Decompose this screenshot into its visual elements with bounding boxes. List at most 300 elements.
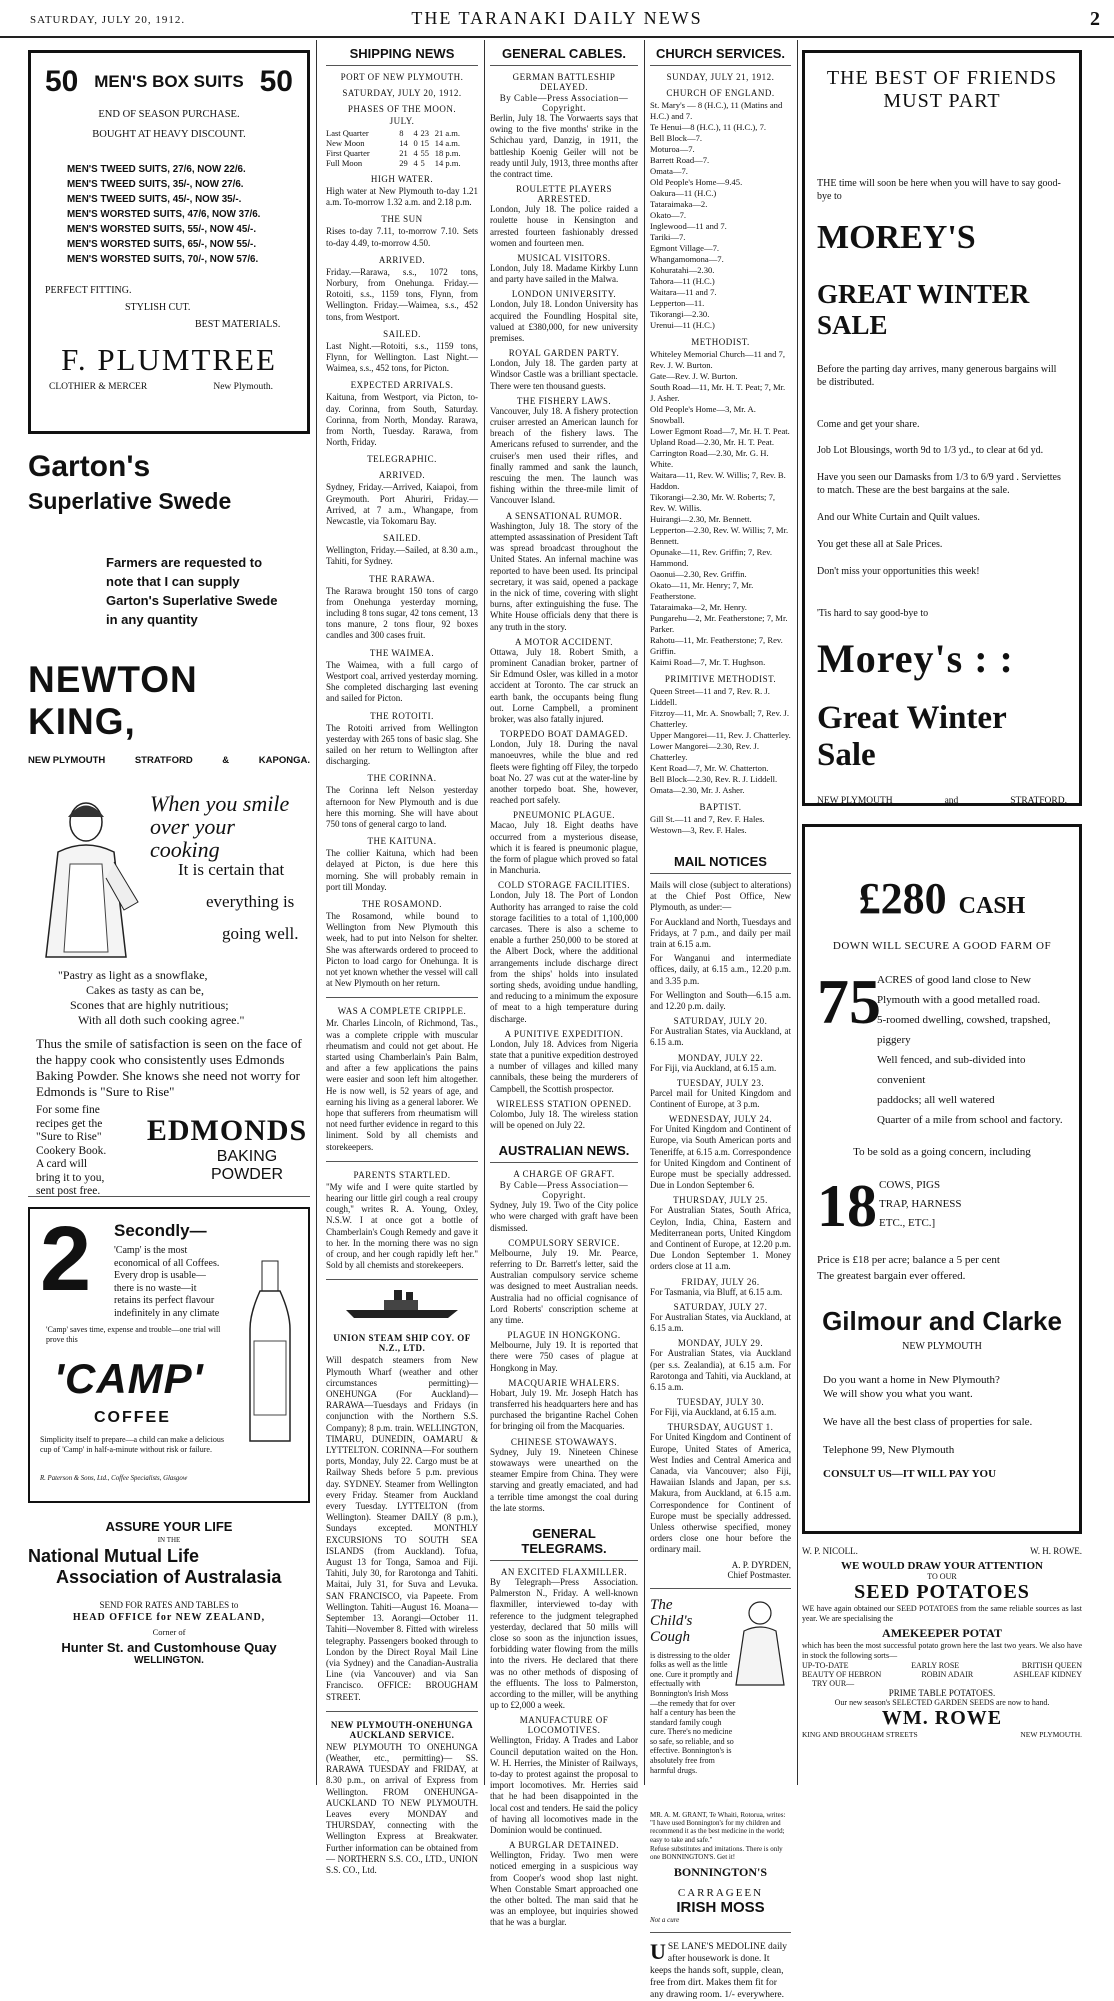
ship-report: The Rotoiti arrived from Wellington yesterday with 265 tons of basic slag. She sailed on her return to Wellington after discharging.: [326, 722, 478, 767]
suit-price-line: MEN'S WORSTED SUITS, 70/-, NOW 57/6.: [67, 254, 259, 265]
postmaster-role: Chief Postmaster.: [727, 1569, 791, 1580]
service-line: Moturoa—7.: [650, 144, 695, 154]
rowe-text: WE have again obtained our SEED POTATOES from the same reliable sources as last year. We are specialising the: [802, 1604, 1082, 1623]
news-item-title: PLAGUE IN HONGKONG.: [507, 1330, 621, 1341]
stock-line: TRAP, HARNESS: [879, 1198, 962, 1210]
column-rule: [644, 40, 645, 1785]
service-line: Egmont Village—7.: [650, 243, 720, 253]
tagline-line: everything is: [206, 892, 295, 911]
service-line: Barrett Road—7.: [650, 155, 710, 165]
service-line: Lower Egmont Road—7, Mr. H. T. Peat.: [650, 426, 790, 436]
plumtree-trade: CLOTHIER & MERCER: [49, 382, 148, 392]
service-line: Okato—7.: [650, 210, 687, 220]
section-title: TELEGRAPHIC.: [367, 454, 437, 465]
drop-cap: U: [650, 1938, 666, 1964]
edmonds-logo: [146, 1114, 308, 1184]
news-item-title: CHINESE STOWAWAYS.: [510, 1436, 618, 1447]
price-per-acre: Price is £18 per acre; balance a 5 per cent: [817, 1254, 1000, 1266]
seed-potatoes-title: SEED POTATOES: [854, 1581, 1030, 1603]
morey-hard: 'Tis hard to say good-bye to: [817, 608, 929, 619]
national-mutual-advert: [28, 1519, 310, 1666]
denomination-title: METHODIST.: [691, 337, 750, 347]
acres-number: 75: [817, 966, 881, 1037]
garton-line: in any quantity: [106, 612, 198, 627]
camp-small: 'Camp' saves time, expense and trouble—one trial will prove this: [46, 1325, 221, 1344]
suit-price-line: MEN'S WORSTED SUITS, 55/-, NOW 45/-.: [67, 224, 257, 235]
chamberlain-item: Mr. Charles Lincoln, of Richmond, Tas., was a complete cripple with muscular rheumatism and could not get about. He started using Chamberlain's Pain Balm, and after a few applications the pains were easier and soon left him altogether. He is now well, is 52 years of age, and earning his living as a general laborer. We hope that sufferers from rheumatism will not need further evidence in regard to this liniment. Sold by all chemists and storekeepers.: [326, 1018, 478, 1152]
mail-day-text: For Tasmania, via Bluff, at 6.15 a.m.: [650, 1286, 783, 1297]
section-title: THE SUN: [381, 214, 423, 225]
edmonds-advert: [28, 792, 310, 1197]
potato-sort: ASHLEAF KIDNEY: [1013, 1670, 1082, 1679]
ship-report: The Corinna left Nelson yesterday afternoon for New Plymouth and is due here this morning. She will have about 750 tons of general cargo to land.: [326, 785, 478, 829]
ship-report: The Rarawa brought 150 tons of cargo from Onehunga yesterday morning, including 8 tons sugar, 42 tons cement, 13 tons manure, 2 tons flour, 92 boxes candles and 300 cases fruit.: [326, 585, 478, 641]
telegraphic-sailings: Wellington, Friday.—Sailed, at 8.30 a.m., Tahiti, for Sydney.: [326, 545, 478, 567]
cable-item-title: A PUNITIVE EXPEDITION.: [504, 1028, 624, 1039]
cable-item-title: ROYAL GARDEN PARTY.: [508, 348, 620, 359]
morey-advert: [802, 50, 1082, 806]
mail-day: WEDNESDAY, JULY 24.: [668, 1114, 773, 1125]
cable-item-text: London, July 18. The garden party at Windsor Castle was a brilliant spectacle. There were ten thousand guests.: [490, 358, 638, 391]
verse-line: "Pastry as light as a snowflake,: [58, 968, 208, 982]
nsc-title: NEW PLYMOUTH-ONEHUNGA AUCKLAND SERVICE.: [330, 1719, 474, 1740]
service-line: Lower Mangorei—2.30, Rev. J. Chatterley.: [650, 741, 759, 762]
divider: [650, 1932, 791, 1933]
bonnington-logo-name: BONNINGTON'S: [673, 1864, 768, 1879]
potato-sorts-row: [802, 1661, 1082, 1670]
morey-sale-2: Great Winter Sale: [817, 700, 1007, 773]
suit-price-line: MEN'S WORSTED SUITS, 47/6, NOW 37/6.: [67, 209, 261, 220]
farm-secure: DOWN WILL SECURE A GOOD FARM OF: [832, 940, 1052, 952]
morey-line: You get these all at Sale Prices.: [817, 539, 943, 550]
table-row: New Moon 14 0 15 14 a.m.: [326, 138, 461, 148]
mutual-line: ASSURE YOUR LIFE: [105, 1519, 233, 1534]
cable-item-text: Berlin, July 18. The Vorwaerts says that owing to the five months' strike in the Schichau yard, Danzig, in 1911, the battleship Koenig Geiler will not be ready until July, 1913, three months after the contract time.: [490, 113, 638, 180]
morey-footer: [817, 796, 1067, 806]
potato-sort: UP-TO-DATE: [802, 1661, 849, 1670]
recipe-line: bring it to you,: [36, 1171, 105, 1184]
telegram-item-title: MANUFACTURE OF LOCOMOTIVES.: [519, 1715, 609, 1736]
service-line: Omata—7.: [650, 166, 688, 176]
cable-item-text: London, July 18. The police raided a roulette house in Kensington and arrested fourteen fashionably dressed women and fourteen men.: [490, 204, 638, 248]
mutual-company: National Mutual Life: [28, 1546, 199, 1566]
section-title: HIGH WATER.: [370, 174, 434, 184]
nsc-schedule: NEW PLYMOUTH TO ONEHUNGA (Weather, etc., permitting)— SS. RARAWA TUESDAY and FRIDAY, at 8.30 p.m., on arrival of Express from Wellington. FROM ONEHUNGA-AUCKLAND TO NEW PLYMOUTH. Leaves every MONDAY and THURSDAY, connecting with the Wellington Express at Breakwater. Further information can be obtained from— NORTHERN S.S. CO., LTD., UNION S.S. CO., Ltd.: [326, 1741, 478, 1875]
edmonds-tagline: [178, 854, 299, 950]
garden-seeds: Our new season's SELECTED GARDEN SEEDS are now to hand.: [834, 1698, 1050, 1707]
price-headline: [817, 873, 1067, 924]
service-line: Lepperton—2.30, Rev. W. Willis; 7, Mr. Bennett.: [650, 525, 789, 546]
service-line: Waitara—11, Rev. W. Willis; 7, Rev. B. Haddon.: [650, 470, 786, 491]
camp-text: 'Camp' is the most economical of all Coffees. Every drop is usable—there is no waste—it retains its perfect flavour indefinitely in any climate: [114, 1245, 220, 1319]
bonnington-refuse: Refuse substitutes and imitations. There is only one BONNINGTON'S. Get it!: [650, 1844, 783, 1861]
section-title: THE RARAWA.: [369, 573, 435, 584]
news-item-title: MACQUARIE WHALERS.: [508, 1377, 620, 1388]
acres-details: [877, 970, 1067, 1130]
cable-item-title: A SENSATIONAL RUMOR.: [505, 510, 623, 521]
mutual-address: Hunter St. and Customhouse Quay: [61, 1640, 277, 1655]
uss-title: UNION STEAM SHIP COY. OF N.Z., LTD.: [333, 1333, 471, 1354]
recipe-line: For some fine: [36, 1104, 100, 1116]
service-line: Upper Mangorei—11, Rev. J. Chatterley.: [650, 730, 791, 740]
cable-item-text: London, July 18. London University has acquired the Foundling Hospital site, valued at £380,000, for new university premises.: [490, 299, 638, 344]
garton-line: Farmers are requested to: [106, 555, 263, 570]
acres-line: paddocks; all well watered: [877, 1094, 995, 1106]
home-line: Do you want a home in New Plymouth?: [823, 1374, 1000, 1386]
morey-line: Have you seen our Damasks from 1/3 to 6/9 yard . Serviettes to match. These are the best bargains at the sale.: [817, 472, 1061, 496]
stock-block: [817, 1173, 1067, 1239]
rowe-name: WM. ROWE: [881, 1707, 1003, 1729]
cable-item-text: London, July 18. Madame Kirkby Lunn and party have sailed in the Malwa.: [490, 263, 638, 285]
issue-date: SATURDAY, JULY 20, 1912.: [30, 14, 186, 26]
bonnington-logo: [650, 1865, 791, 1880]
suit-price-list: [67, 162, 293, 267]
suit-price-line: MEN'S TWEED SUITS, 45/-, NOW 35/-.: [67, 194, 242, 205]
section-title: THE CORINNA.: [367, 773, 437, 784]
recipe-line: Cookery Book.: [36, 1144, 107, 1157]
section-title: PHASES OF THE MOON.: [347, 104, 457, 114]
table-row: First Quarter 21 4 55 18 p.m.: [326, 148, 461, 158]
edmonds-logo-name: EDMONDS: [146, 1114, 308, 1147]
newspaper-title: THE TARANAKI DAILY NEWS: [411, 8, 703, 28]
service-line: Tahora—11 (H.C.): [650, 276, 715, 286]
page-number: 2: [1090, 8, 1100, 30]
bonnington-mark: Not a cure: [650, 1915, 680, 1924]
verse-line: With all doth such cooking agree.": [78, 1013, 245, 1027]
arrivals-text: Friday.—Rarawa, s.s., 1072 tons, Norbury, from Onehunga. Friday.—Rotoiti, s.s., 1159 tons, Flynn, from Wellington. Friday.—Waimea, s.s., 452 tons, from Westport.: [326, 266, 478, 322]
church-date: SUNDAY, JULY 21, 1912.: [666, 72, 775, 82]
divider: [326, 1711, 478, 1712]
acres-block: [817, 966, 1067, 1130]
cable-item-text: Macao, July 18. Eight deaths have occurred from a mysterious disease, which it is feared is pneumonic plague, the form of plague which proved so fatal in Manchuria.: [490, 820, 638, 876]
mail-day-text: For United Kingdom and Continent of Europe, via South American ports and Teneriffe, at 6.15 a.m. Correspondence for United Kingdom and Continent of Europe must be specially addressed. Due in London September 6.: [650, 1124, 791, 1191]
stock-list: [879, 1176, 962, 1236]
service-line: Tataraimaka—2, Mr. Henry.: [650, 602, 747, 612]
morey-line: Job Lot Blousings, worth 9d to 1/3 yd., to clear at 6d yd.: [817, 445, 1044, 456]
service-line: Waitara—11 and 7.: [650, 287, 717, 297]
cable-item-title: MUSICAL VISITORS.: [517, 253, 611, 264]
cook-illustration: [28, 792, 148, 962]
section-title: THE WAIMEA.: [369, 647, 435, 658]
rowe-town: NEW PLYMOUTH.: [1020, 1730, 1082, 1739]
service-line: Lepperton—11.: [650, 298, 705, 308]
telegram-item-text: Wellington, Friday. Two men were noticed emerging in a suspicious way from Cooper's wood shop last night. When Constable Smart approached one the other bolted. The man said that he was an employee, but inquiries showed that he was a burglar.: [490, 1850, 638, 1928]
ship-report: The Waimea, with a full cargo of Westport coal, arrived yesterday morning. She completed discharging last evening and sailed for Picton.: [326, 659, 478, 704]
recipe-line: recipes get the: [36, 1117, 103, 1130]
morey-before: Before the parting day arrives, many generous bargains will be distributed.: [817, 364, 1057, 388]
masthead: [0, 0, 1114, 38]
australian-news-heading: AUSTRALIAN NEWS.: [490, 1143, 638, 1163]
best-materials: BEST MATERIALS.: [195, 319, 281, 330]
heavy-discount: BOUGHT AT HEAVY DISCOUNT.: [92, 129, 246, 140]
carrageen-label: CARRAGEEN: [677, 1886, 764, 1899]
shipping-column: [326, 40, 478, 1875]
high-water-text: High water at New Plymouth to-day 1.21 a.m. To-morrow 1.32 a.m. and 2.18 p.m.: [326, 186, 478, 208]
season-purchase: END OF SEASON PURCHASE.: [98, 109, 240, 120]
camp-numeral: 2: [40, 1208, 92, 1310]
gilmour-clarke-advert: [802, 824, 1082, 1534]
newton-king-name: NEWTON KING,: [28, 659, 198, 742]
cable-item-text: London, July 18. During the naval manoeuvres, while the blue and red fleets were fighting off Filey, the torpedo boat No. 27 was cut at the water-line by another torpedo boat. She, however, reached port safely.: [490, 739, 638, 806]
edmonds-logo-powder: POWDER: [211, 1166, 283, 1183]
mail-day-text: For Australian States, via Auckland, at 6.15 a.m.: [650, 1026, 791, 1048]
mail-day-text: For United Kingdom and Continent of Europe, United States of America, West Indies and Central America and Canada, via Vancouver; also Fiji, Hawaiian Islands and Japan, per s.s. Makura, from Auckland, at 6.15 a.m. Correspondence for Continent of Europe must be specially addressed. Unless otherwise specified, money orders close one hour before the ordinary mail.: [650, 1432, 791, 1555]
service-line: South Road—11, Mr. H. T. Peat; 7, Mr. J. Asher.: [650, 382, 786, 403]
service-line: St. Mary's — 8 (H.C.), 11 (Matins and H.C.) and 7.: [650, 100, 783, 121]
stock-line: COWS, PIGS: [879, 1179, 941, 1191]
irish-moss-label: IRISH MOSS: [676, 1898, 765, 1916]
service-line: Gate—Rev. J. W. Burton.: [650, 371, 738, 381]
edmonds-body: Thus the smile of satisfaction is seen on the face of the happy cook who consistently uses Edmonds Baking Powder. She knows she need not worry for Edmonds is "Sure to Rise": [36, 1036, 302, 1099]
camp-sub: COFFEE: [94, 1409, 171, 1426]
morey-name-2: Morey's : :: [817, 636, 1014, 681]
cable-item-text: Ottawa, July 18. Robert Smith, a prominent Canadian broker, partner of Sir Edmund Osler, was killed in a motor accident at Toronto. The car struck an earth bank, the occupants being flung out. Lorne Campbell, a prominent broker, was also fatally injured.: [490, 646, 638, 724]
section-title: THE KAITUNA.: [367, 836, 437, 847]
camp-logo: 'CAMP': [54, 1355, 204, 1402]
cable-item-title: THE FISHERY LAWS.: [516, 395, 612, 406]
news-item-text: Melbourne, July 19. Mr. Pearce, referring to Dr. Barrett's letter, said the Australian compulsory service scheme was designed to meet Australian needs. Australia had no official cognisance of Lord Roberts' conscription scheme at any time.: [490, 1247, 638, 1326]
potato-sort: ROBIN ADAIR: [921, 1670, 974, 1679]
suit-price-line: MEN'S TWEED SUITS, 35/-, NOW 27/6.: [67, 179, 244, 190]
service-line: Inglewood—11 and 7.: [650, 221, 727, 231]
edmonds-verse: [58, 968, 244, 1028]
telephone-line: Telephone 99, New Plymouth: [823, 1444, 955, 1456]
cables-column: [490, 40, 638, 1928]
mail-intro: Mails will close (subject to alterations) at the Chief Post Office, New Plymouth, as under:—: [650, 880, 791, 913]
service-line: Carrington Road—2.30, Mr. G. H. White.: [650, 448, 769, 469]
postmaster-name: A. P. DYRDEN,: [731, 1559, 791, 1570]
telegram-item-title: AN EXCITED FLAXMILLER.: [500, 1566, 628, 1577]
service-line: Gill St.—11 and 7, Rev. F. Hales.: [650, 814, 765, 824]
shipping-heading: SHIPPING NEWS: [326, 46, 478, 66]
morey-line: And our White Curtain and Quilt values.: [817, 512, 980, 523]
mail-day-text: Parcel mail for United Kingdom and Continent of Europe, at 3 p.m.: [650, 1087, 791, 1110]
script-line: When you smile: [150, 791, 290, 816]
town-label: NEW PLYMOUTH: [28, 755, 106, 766]
plumtree-footer: [49, 382, 273, 392]
section-title: THE ROTOITI.: [370, 710, 434, 721]
cable-item-title: COLD STORAGE FACILITIES.: [498, 880, 630, 891]
telegram-item-text: By Telegraph—Press Association. Palmerston N., Friday. A well-known flaxmiller, interviewed to-day with reference to the judgment telegraphed yesterday, declared that 50 mills will close so soon as the injunction issues, forbidding water flowing from the mills into the rivers. He declared that there was no other methods of disposing of the effluents. The loss to Palmerston, according to the miller, will be anything up to £2,000 a week.: [490, 1576, 638, 1711]
suit-count-left: 50: [45, 65, 79, 98]
rowe-to-our: TO OUR: [927, 1572, 957, 1581]
news-item-text: Melbourne, July 19. It is reported that there were 750 cases of plague at Hongkong in May.: [490, 1340, 638, 1373]
camp-heading: Secondly—: [114, 1221, 207, 1240]
service-line: Omata—2.30, Mr. J. Asher.: [650, 785, 745, 795]
mail-day: MONDAY, JULY 29.: [677, 1338, 764, 1349]
bonnington-testimonial: MR. A. M. GRANT, Te Whaiti, Rotorua, writes: "I have used Bonnington's for my children and recommend it as the best medicine in the world; easy to take and safe.": [650, 1810, 786, 1844]
sun-text: Rises to-day 7.11, to-morrow 7.10. Sets to-day 4.49, to-morrow 4.50.: [326, 226, 478, 248]
service-line: Tariki—7.: [650, 232, 686, 242]
mutual-line: IN THE: [157, 1536, 181, 1544]
camp-foot: Simplicity itself to prepare—a child can make a delicious cup of 'Camp' in half-a-minute without risk or failure.: [40, 1435, 224, 1454]
section-title: ARRIVED.: [378, 470, 426, 481]
garton-line: note that I can supply: [106, 574, 240, 589]
acres-line: ACRES of good land close to New Plymouth with a good metalled road.: [877, 974, 1041, 1006]
bargain-line: The greatest bargain ever offered.: [817, 1270, 966, 1282]
verse-line: Cakes as tasty as can be,: [86, 983, 204, 997]
partner-name: W. H. ROWE.: [1030, 1546, 1082, 1556]
divider: [326, 997, 478, 998]
morey-sale: GREAT WINTER SALE: [817, 279, 1030, 340]
service-line: Tikorangi—2.30, Mr. W. Roberts; 7, Rev. W. Willis.: [650, 492, 776, 513]
denomination-title: CHURCH OF ENGLAND.: [666, 88, 775, 98]
garton-notice: [106, 553, 310, 629]
mutual-line: WELLINGTON.: [134, 1655, 204, 1666]
cable-item-text: Vancouver, July 18. A fishery protection cruiser arrested an American launch for breach of the fishery laws. The Americans refused to surrender, and the cruiser's men used their rifles, and finally rammed and sank the launch, rescuing the men. The launch was fishing within the three-mile limit of Vancouver Island.: [490, 405, 638, 506]
mutual-line: HEAD OFFICE for NEW ZEALAND,: [72, 1612, 266, 1623]
plumtree-name: F. PLUMTREE: [61, 342, 277, 377]
denomination-title: BAPTIST.: [699, 802, 742, 812]
mail-day-text: For Fiji, via Auckland, at 6.15 a.m.: [650, 1407, 777, 1418]
edmonds-recipes: [36, 1104, 106, 1199]
potato-sort: BRITISH QUEEN: [1021, 1661, 1082, 1670]
table-row: Full Moon 29 4 5 14 p.m.: [326, 158, 461, 168]
mutual-company-2: Association of Australasia: [56, 1567, 282, 1587]
mail-day: MONDAY, JULY 22.: [677, 1052, 764, 1063]
service-line: Kohuratahi—2.30.: [650, 265, 715, 275]
town-label: KAPONGA.: [258, 755, 310, 766]
cables-heading: GENERAL CABLES.: [490, 46, 638, 66]
cable-item-title: LONDON UNIVERSITY.: [511, 289, 617, 300]
service-line: Upland Road—2.30, Mr. H. T. Peat.: [650, 437, 775, 447]
town-separator: and: [944, 796, 959, 806]
mail-day: FRIDAY, JULY 26.: [681, 1276, 760, 1287]
service-line: Kent Road—7, Mr. W. Chatterton.: [650, 763, 769, 773]
telegraphic-arrivals: Sydney, Friday.—Arrived, Kaiapoi, from Greymouth. Port Ahuriri, Friday.—Arrived, at 7 a.m., Whangape, from Newcastle, via Tokomaru Bay.: [326, 482, 478, 527]
bonnington-text: is distressing to the older folks as well as the little one. Cure it promptly and effectually with Bonnington's Irish Moss—the remedy that for over half a century has been the standard family cough cure. There's no medicine so safe, so reliable, and so effective. Bonnington's is absolutely free from harmful drugs.: [650, 1650, 736, 1775]
news-item-title: COMPULSORY SERVICE.: [508, 1237, 620, 1248]
divider: [326, 1279, 478, 1280]
stock-line: ETC., ETC.]: [879, 1217, 936, 1229]
rowe-attention: WE WOULD DRAW YOUR ATTENTION: [841, 1560, 1043, 1572]
script-line: over your cooking: [150, 814, 235, 862]
mail-notices-heading: MAIL NOTICES: [650, 854, 791, 874]
steamship-icon: [326, 1288, 478, 1322]
divider: [326, 1161, 478, 1162]
garton-advert: [28, 450, 310, 770]
acres-line: Quarter of a mile from school and factory.: [877, 1114, 1063, 1126]
plumtree-headline: [45, 65, 293, 99]
service-line: Fitzroy—11, Mr. A. Snowball; 7, Rev. J. Chatterley.: [650, 708, 790, 729]
recipe-line: A card will: [36, 1158, 88, 1170]
lanes-medoline-advert: [650, 1938, 791, 2001]
moon-phases-table: [326, 128, 478, 168]
recipe-line: "Sure to Rise": [36, 1131, 102, 1143]
service-line: Pungarehu—2, Mr. Featherstone; 7, Mr. Parker.: [650, 613, 788, 634]
section-title: PARENTS STARTLED.: [353, 1169, 451, 1180]
suit-price-line: MEN'S WORSTED SUITS, 65/-, NOW 55/-.: [67, 239, 257, 250]
bonnington-advert: [650, 1597, 791, 1887]
denomination-title: PRIMITIVE METHODIST.: [664, 674, 777, 684]
mail-day-text: For Fiji, via Auckland, at 6.15 a.m.: [650, 1062, 777, 1073]
home-line: We have all the best class of properties for sale.: [823, 1416, 1033, 1428]
rowe-try: TRY OUR—: [812, 1679, 855, 1688]
ship-report: The collier Kaituna, which had been delayed at Picton, is due here this morning. She will probably remain in port till Monday.: [326, 848, 478, 892]
partner-name: W. P. NICOLL.: [802, 1546, 858, 1556]
rowe-footer: [802, 1730, 1082, 1739]
cable-item-title: TORPEDO BOAT DAMAGED.: [500, 729, 628, 740]
cable-item-title: WIRELESS STATION OPENED.: [496, 1098, 632, 1109]
lanes-text: SE LANE'S MEDOLINE daily after housework is done. It keeps the hands soft, supple, clean, free from dirt. Makes them fit for any drawing room. 1/- everywhere.: [650, 1941, 788, 2000]
mail-day: TUESDAY, JULY 23.: [676, 1077, 765, 1088]
morey-name: MOREY'S: [817, 219, 976, 256]
cable-item-title: ROULETTE PLAYERS ARRESTED.: [516, 184, 612, 205]
sailings-text: Last Night.—Rotoiti, s.s., 1159 tons, Flynn, for Wellington. Last Night.—Waimea, s.s., 452 tons, for Picton.: [326, 340, 478, 374]
cable-item-title: PNEUMONIC PLAGUE.: [512, 810, 615, 821]
section-title: ARRIVED.: [378, 254, 426, 265]
verse-line: Scones that are highly nutritious;: [70, 998, 229, 1012]
town-label: STRATFORD: [134, 755, 193, 766]
column-rule: [316, 40, 317, 1785]
general-telegrams-heading: GENERAL TELEGRAMS.: [490, 1526, 638, 1561]
news-item-text: Sydney, July 19. Two of the City police who were charged with graft have been dismissed.: [490, 1200, 638, 1233]
potato-sorts-row: [802, 1670, 1082, 1679]
home-line: We will show you what you want.: [823, 1388, 973, 1400]
service-line: Kaimi Road—7, Mr. T. Hughson.: [650, 657, 766, 667]
cash-price: £280: [858, 874, 947, 923]
cable-item-title: GERMAN BATTLESHIP DELAYED.: [512, 72, 616, 92]
rowe-partners: [802, 1546, 1082, 1556]
camp-bottle-illustration: [242, 1257, 298, 1445]
rowe-desc: which has been the most successful potato grown here the last two years. We also have in stock the following sorts—: [802, 1641, 1082, 1660]
shipping-date: SATURDAY, JULY 20, 1912.: [342, 88, 462, 98]
mail-day: SATURDAY, JULY 27.: [673, 1301, 768, 1312]
service-line: Tikorangi—2.30.: [650, 309, 710, 319]
potato-sort: EARLY ROSE: [911, 1661, 960, 1670]
cable-item-text: London, July 18. The Port of London Authority has arranged to raise the cold storage facilities to a total of 1,100,000 carcases. There is also a scheme to enable a further 250,000 to be stored at the Albert Dock, where the additional arrangements include discharge direct from the ships' holds into insulated sorting sheds, avoiding undue handling, and reducing to a minimum the exposure of meat to a high temperature during discharge.: [490, 890, 638, 1024]
plumtree-town: New Plymouth.: [213, 382, 273, 392]
town-separator: &: [222, 755, 230, 766]
rowe-seed-advert: [802, 1546, 1082, 1739]
right-advert-column: [802, 40, 1082, 1785]
consult-line: CONSULT US—IT WILL PAY YOU: [823, 1468, 997, 1480]
morey-heading-1: THE BEST OF FRIENDS: [826, 67, 1058, 89]
suit-price-line: MEN'S TWEED SUITS, 27/6, NOW 22/6.: [67, 164, 246, 175]
rowe-address: KING AND BROUGHAM STREETS: [802, 1730, 918, 1739]
cable-item-title: A MOTOR ACCIDENT.: [515, 636, 613, 647]
service-line: Huirangi—2.30, Mr. Bennett.: [650, 514, 752, 524]
mail-standing: For Wellington and South—6.15 a.m. and 12.20 p.m. daily.: [650, 989, 791, 1012]
morey-intro: THE time will soon be here when you will have to say good-bye to: [817, 178, 1061, 202]
ship-report: The Rosamond, while bound to Wellington from New Plymouth this week, had to put into Nelson for shelter. She was afterwards ordered to proceed to Picton to load cargo for Onehunga. It is not yet known whether the vessel will call at New Plymouth on her return.: [326, 910, 478, 989]
cable-item-text: London, July 18. Advices from Nigeria state that a punitive expedition destroyed a number of villages and killed many cannibals, these being the murderers of Campbell, the Scottish prospector.: [490, 1038, 638, 1094]
service-line: Queen Street—11 and 7, Rev. R. J. Liddell.: [650, 686, 770, 707]
section-title: THE ROSAMOND.: [361, 898, 442, 909]
telegram-item-text: Wellington, Friday. A Trades and Labor Council deputation waited on the Hon. W. H. Herries, the Minister of Railways, to-day to protest against the proposal to import locomotives. Mr. Herries said that he had been disappointed in the local cost and tenders. He said the policy of having all locomotives made in the Dominion would be continued.: [490, 1735, 638, 1835]
news-item-text: Sydney, July 19. Nineteen Chinese stowaways were unearthed on the steamer Empire from China. They were starving and greatly emaciated, and had a terrible time amongst the coal during the late storms.: [490, 1446, 638, 1513]
tagline-line: It is certain that: [178, 860, 285, 879]
stylish-cut: STYLISH CUT.: [125, 302, 191, 313]
mail-day-text: For Australian States, via Auckland, at 6.15 a.m.: [650, 1311, 791, 1334]
expected-text: Kaituna, from Westport, via Picton, to-day. Corinna, from South, Saturday. Corinna, from North, Monday. Rarawa, from North, Tuesday. Rarawa, from North, Friday.: [326, 392, 478, 448]
acres-line: 5-roomed dwelling, cowshed, trapshed, piggery: [877, 1014, 1051, 1046]
service-line: Rahotu—11, Mr. Featherstone; 7, Rev. Griffin.: [650, 635, 783, 656]
church-mail-column: [650, 40, 791, 2000]
perfect-fitting: PERFECT FITTING.: [45, 285, 132, 296]
section-title: EXPECTED ARRIVALS.: [350, 380, 454, 391]
potato-variety: AMEKEEPER POTAT: [882, 1626, 1002, 1640]
mail-day: TUESDAY, JULY 30.: [676, 1397, 765, 1408]
town-label: NEW PLYMOUTH: [817, 796, 893, 806]
town-label: STRATFORD.: [1010, 796, 1067, 806]
cable-item-text: Colombo, July 18. The wireless station will be opened on July 22.: [490, 1108, 638, 1131]
church-services-heading: CHURCH SERVICES.: [650, 46, 791, 66]
section-title: SAILED.: [383, 328, 421, 339]
uss-schedule: Will despatch steamers from New Plymouth Wharf (weather and other circumstances permitting)— ONEHUNGA (For Auckland)— RARAWA—Tuesdays and Fridays (in conjunction with the Northern S.S. Company); 8 p.m. train. WELLINGTON, TIMARU, DUNEDIN, OAMARU & LYTTELTON. CORINNA—For southern ports, Monday, July 22. Cargo must be at Railway Sheds before 5 p.m. previous day. SYDNEY. Steamer from Wellington every Friday. Steamer from Auckland every Tuesday. LYTTELTON (from Wellington). Steamer DAILY (8 p.m.), Sundays excepted. MONTHLY EXCURSIONS TO SOUTH SEA ISLANDS (from Auckland). Tofua, August 13 for Tonga, Samoa and Fiji. Tahiti, July 30, for Rarotonga and Tahiti. Maitai, July 31, for Suva and Levuka. SAN FRANCISCO, via Papeete. From Wellington. Tahiti—August 16. Moana—September 13. Aorangi—October 11. Tahiti—November 8. Fitted with wireless telegraphy. Passengers booked through to London by the Direct Royal Mail Line (via Sydney) and the Canadian-Australia Line (via Vancouver) and via San Francisco. OFFICE: BROUGHAM STREET.: [326, 1355, 478, 1702]
tagline-line: going well.: [222, 924, 299, 943]
telegram-item-title: A BURGLAR DETAINED.: [508, 1840, 620, 1851]
